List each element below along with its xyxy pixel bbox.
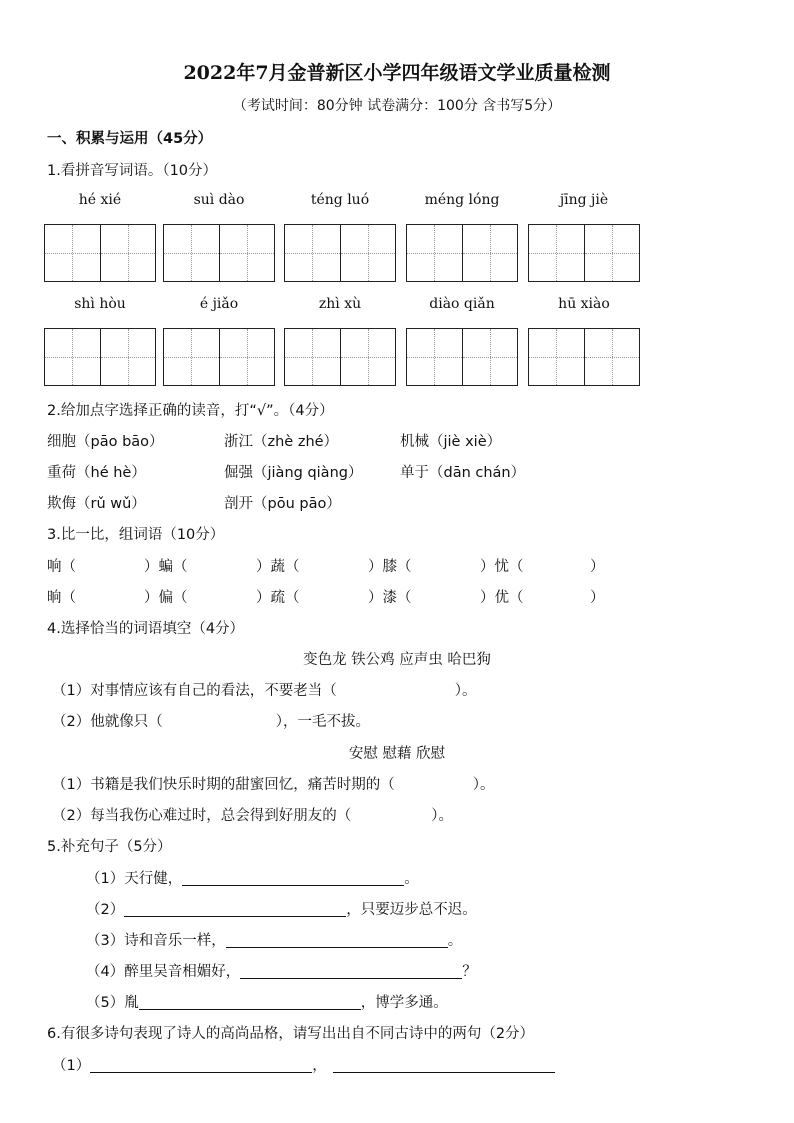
word-pair-prompt: ）偏（ — [144, 590, 188, 606]
fill-line — [86, 867, 419, 888]
fill-line — [86, 929, 462, 950]
writing-grid[interactable] — [528, 328, 640, 386]
line-text: （4）醉里吴音相媚好， — [86, 964, 241, 980]
question-4-title: 4.选择恰当的词语填空（4分） — [47, 621, 245, 637]
fill-line — [86, 898, 477, 919]
word-pair-prompt: 晌（ — [47, 590, 76, 606]
fill-sentence — [52, 710, 370, 731]
word-pair-prompt: ）优（ — [480, 590, 524, 606]
reading-choice[interactable]: 欺侮（rǔ wǔ） — [47, 496, 146, 512]
line-text: 。 — [404, 871, 419, 887]
line-text: （1） — [52, 1058, 91, 1074]
word-pair-prompt: ）忧（ — [480, 559, 524, 575]
line-text: ， — [312, 1058, 327, 1074]
writing-grid[interactable] — [284, 224, 396, 282]
question-1-title: 1.看拼音写词语。（10分） — [47, 163, 218, 179]
sentence-text: （2）他就像只（ — [52, 714, 163, 730]
line-text: ？ — [462, 964, 477, 980]
reading-choice[interactable]: 机械（jiè xiè） — [400, 434, 502, 450]
question-5-title: 5.补充句子（5分） — [47, 839, 172, 855]
writing-grid[interactable] — [44, 328, 156, 386]
fill-line — [52, 1054, 555, 1075]
sentence-text: （1）对事情应该有自己的看法，不要老当（ — [52, 683, 337, 699]
sentence-text: （2）每当我伤心难过时，总会得到好朋友的（ — [52, 808, 352, 824]
pinyin-label: hé xié — [78, 192, 122, 208]
word-bank: 变色龙 铁公鸡 应声虫 哈巴狗 — [303, 652, 491, 668]
sentence-text: ）。 — [472, 777, 495, 793]
fill-sentence — [52, 773, 494, 794]
fill-sentence — [52, 679, 476, 700]
reading-choice[interactable]: 剖开（pōu pāo） — [224, 496, 341, 512]
word-bank: 安慰 慰藉 欣慰 — [348, 746, 446, 762]
fill-sentence — [52, 804, 453, 825]
line-text: ，只要迈步总不迟。 — [346, 902, 477, 918]
reading-choice[interactable]: 细胞（pāo bāo） — [47, 434, 164, 450]
answer-underline[interactable] — [182, 869, 404, 886]
question-3-title: 3.比一比，组词语（10分） — [47, 527, 225, 543]
fill-line — [86, 960, 477, 981]
answer-underline[interactable] — [139, 993, 361, 1010]
pinyin-label: suì dào — [193, 192, 245, 208]
word-pair-prompt: ）疏（ — [256, 590, 300, 606]
fill-line — [86, 991, 448, 1012]
word-pair-prompt: ）膝（ — [368, 559, 412, 575]
writing-grid[interactable] — [163, 328, 275, 386]
answer-underline[interactable] — [240, 962, 462, 979]
pinyin-label: zhì xù — [318, 296, 362, 312]
reading-choice[interactable]: 单于（dān chán） — [400, 465, 526, 481]
line-text: 。 — [447, 933, 463, 949]
pinyin-label: hū xiào — [558, 296, 610, 312]
reading-choice[interactable]: 倔强（jiàng qiàng） — [224, 465, 363, 481]
pinyin-label: téng luó — [310, 192, 370, 208]
writing-grid[interactable] — [163, 224, 275, 282]
pinyin-label: diào qiǎn — [429, 296, 495, 312]
pinyin-label: jīng jiè — [559, 192, 609, 208]
writing-grid[interactable] — [528, 224, 640, 282]
writing-grid[interactable] — [44, 224, 156, 282]
pinyin-label: shì hòu — [74, 296, 126, 312]
writing-grid[interactable] — [406, 328, 518, 386]
line-text: （5）胤 — [86, 995, 139, 1011]
answer-underline[interactable] — [333, 1056, 555, 1073]
pinyin-label: é jiǎo — [199, 296, 239, 312]
question-2-title: 2.给加点字选择正确的读音，打“√”。（4分） — [47, 403, 334, 419]
word-pair-prompt: 响（ — [47, 559, 76, 575]
sentence-text: ）。 — [431, 808, 453, 824]
section-heading: 一、积累与运用（45分） — [47, 131, 213, 147]
pinyin-label: méng lóng — [424, 192, 500, 208]
answer-underline[interactable] — [90, 1056, 312, 1073]
reading-choice[interactable]: 浙江（zhè zhé） — [224, 434, 339, 450]
page-title: 2022年7月金普新区小学四年级语文学业质量检测 — [183, 62, 611, 84]
word-pair-prompt: ）蔬（ — [256, 559, 300, 575]
line-text: （2） — [86, 902, 125, 918]
writing-grid[interactable] — [406, 224, 518, 282]
writing-grid[interactable] — [284, 328, 396, 386]
exam-info: （考试时间：80分钟 试卷满分：100分 含书写5分） — [232, 98, 562, 114]
sentence-text: ）。 — [454, 683, 477, 699]
line-text: ，博学多通。 — [360, 995, 448, 1011]
line-text: （3）诗和音乐一样， — [86, 933, 226, 949]
word-pair-prompt: ）漆（ — [368, 590, 412, 606]
word-pair-prompt: ）蝙（ — [144, 559, 188, 575]
word-pair-prompt: ） — [590, 590, 605, 606]
word-pair-prompt: ） — [590, 559, 605, 575]
sentence-text: （1）书籍是我们快乐时期的甜蜜回忆，痛苦时期的（ — [52, 777, 395, 793]
line-text: （1）天行健， — [86, 871, 183, 887]
answer-underline[interactable] — [226, 931, 448, 948]
sentence-text: ），一毛不拔。 — [275, 714, 370, 730]
reading-choice[interactable]: 重荷（hé hè） — [47, 465, 146, 481]
question-6-title: 6.有很多诗句表现了诗人的高尚品格，请写出出自不同古诗中的两句（2分） — [47, 1026, 535, 1042]
answer-underline[interactable] — [124, 900, 346, 917]
